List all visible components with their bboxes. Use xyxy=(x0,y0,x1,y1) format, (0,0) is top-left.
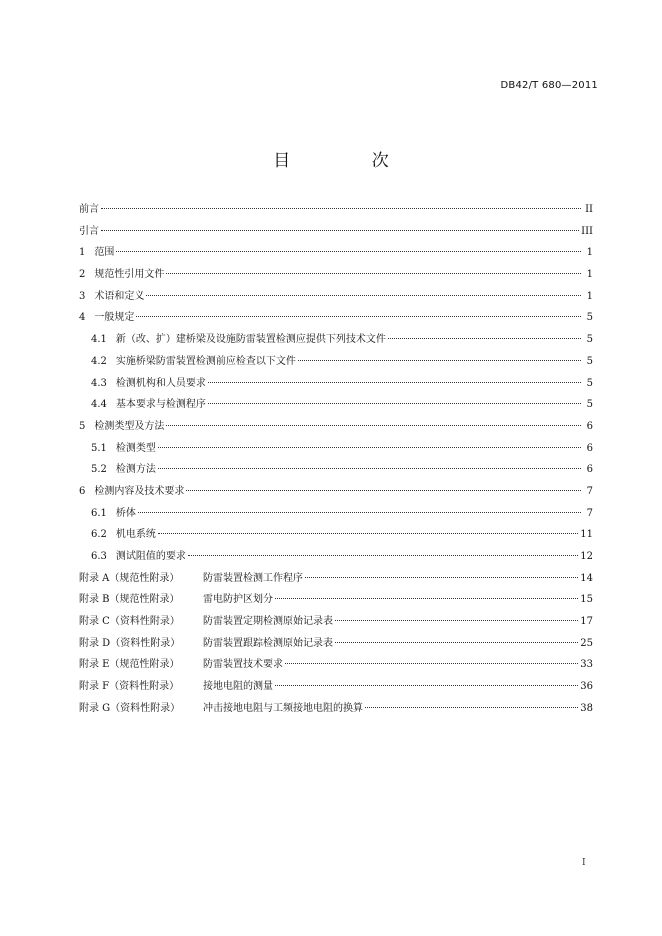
toc-entry-title: 防雷装置跟踪检测原始记录表 xyxy=(203,637,333,649)
toc-dot-leader xyxy=(158,532,578,534)
toc-entry-title: 防雷装置定期检测原始记录表 xyxy=(203,616,333,628)
toc-dot-leader xyxy=(335,641,578,643)
toc-page-number: 12 xyxy=(580,551,593,562)
toc-page-number: 7 xyxy=(586,507,593,519)
toc-entry[interactable] xyxy=(79,221,593,243)
toc-entry[interactable] xyxy=(79,351,593,373)
toc-entry-title: 前言 xyxy=(79,204,99,215)
toc-entry[interactable] xyxy=(79,546,593,568)
toc-entry-title: 规范性引用文件 xyxy=(94,269,165,281)
toc-entry-title: 检测方法 xyxy=(115,464,156,476)
toc-dot-leader xyxy=(166,272,581,274)
toc-section-number: 6 xyxy=(79,485,86,497)
toc-entry[interactable] xyxy=(79,307,593,329)
toc-page-number: 25 xyxy=(580,637,593,649)
toc-page-number: 33 xyxy=(580,659,593,671)
toc-dot-leader xyxy=(101,229,579,231)
toc-entry-title: 引言 xyxy=(79,225,99,237)
toc-entry[interactable] xyxy=(79,676,593,698)
toc-entry[interactable] xyxy=(79,481,593,503)
toc-entry[interactable] xyxy=(79,242,593,264)
toc-entry[interactable] xyxy=(79,416,593,438)
toc-dot-leader xyxy=(208,402,581,404)
toc-dot-leader xyxy=(146,294,581,296)
toc-page-number: 6 xyxy=(586,464,593,476)
toc-section-number: 2 xyxy=(79,269,86,281)
toc-section-number: 1 xyxy=(79,247,86,259)
toc-dot-leader xyxy=(186,489,581,491)
toc-section-number: 5.1 xyxy=(91,442,107,454)
toc-annex-label: 附录 B（规范性附录） xyxy=(79,594,180,606)
toc-dot-leader xyxy=(158,467,581,469)
toc-page-number: 17 xyxy=(580,616,593,628)
toc-dot-leader xyxy=(188,554,578,556)
toc-page-number: 7 xyxy=(586,485,593,497)
toc-entry-title: 检测内容及技术要求 xyxy=(94,485,185,497)
toc-page-number: 6 xyxy=(586,420,593,432)
toc-dot-leader xyxy=(116,250,581,252)
toc-entry[interactable] xyxy=(79,459,593,481)
toc-page-number: II xyxy=(585,204,593,215)
toc-section-number: 5.2 xyxy=(91,464,107,476)
toc-entry[interactable] xyxy=(79,654,593,676)
toc-entry-title: 新（改、扩）建桥梁及设施防雷装置检测应提供下列技术文件 xyxy=(115,334,386,346)
toc-entry[interactable] xyxy=(79,589,593,611)
toc-entry[interactable] xyxy=(79,373,593,395)
toc-page-number: 1 xyxy=(586,290,593,302)
toc-annex-label: 附录 D（资料性附录） xyxy=(79,637,181,649)
toc-section-number: 6.2 xyxy=(91,529,107,541)
toc-page-number: 5 xyxy=(586,334,593,346)
toc-page-number: 5 xyxy=(586,399,593,411)
toc-dot-leader xyxy=(388,337,581,339)
toc-section-number: 4.1 xyxy=(91,334,107,346)
toc-page-number: III xyxy=(581,225,593,237)
toc-entry-title: 检测机构和人员要求 xyxy=(115,377,206,389)
toc-section-number: 4.2 xyxy=(91,355,107,367)
toc-dot-leader xyxy=(166,424,581,426)
toc-entry[interactable] xyxy=(79,633,593,655)
toc-entry-title: 桥体 xyxy=(115,507,136,519)
toc-annex-label: 附录 G（资料性附录） xyxy=(79,702,181,714)
toc-dot-leader xyxy=(275,684,578,686)
toc-page-number: 1 xyxy=(586,269,593,281)
toc-entry-title: 冲击接地电阻与工频接地电阻的换算 xyxy=(203,702,363,714)
toc-annex-label: 附录 C（资料性附录） xyxy=(79,616,180,628)
toc-dot-leader xyxy=(208,381,581,383)
toc-page-number: 11 xyxy=(580,529,593,541)
page-number: I xyxy=(582,858,586,868)
toc-section-number: 6.3 xyxy=(91,551,107,562)
toc-entry[interactable] xyxy=(79,199,593,221)
toc-entry-title: 检测类型及方法 xyxy=(94,420,165,432)
toc-entry[interactable] xyxy=(79,394,593,416)
toc-page-number: 36 xyxy=(580,681,593,693)
toc-entry-title: 检测类型 xyxy=(115,442,156,454)
toc-page-number: 5 xyxy=(586,355,593,367)
toc-dot-leader xyxy=(365,706,578,708)
toc-dot-leader xyxy=(101,207,581,209)
toc-entry-title: 一般规定 xyxy=(94,312,135,324)
toc-entry[interactable] xyxy=(79,611,593,633)
table-of-contents xyxy=(79,199,593,720)
toc-entry[interactable] xyxy=(79,503,593,525)
toc-page-number: 14 xyxy=(580,572,593,584)
toc-entry[interactable] xyxy=(79,524,593,546)
toc-page-number: 6 xyxy=(586,442,593,454)
toc-dot-leader xyxy=(285,662,578,664)
toc-entry[interactable] xyxy=(79,568,593,590)
toc-annex-label: 附录 E（规范性附录） xyxy=(79,659,180,671)
toc-entry-title: 实施桥梁防雷装置检测前应检查以下文件 xyxy=(115,355,296,367)
toc-entry-title: 机电系统 xyxy=(115,529,156,541)
toc-entry-title: 范围 xyxy=(94,247,115,259)
toc-page-number: 5 xyxy=(586,312,593,324)
toc-section-number: 6.1 xyxy=(91,507,107,519)
page-title: 目 次 xyxy=(273,151,427,171)
toc-entry[interactable] xyxy=(79,264,593,286)
toc-page-number: 38 xyxy=(580,702,593,714)
toc-section-number: 5 xyxy=(79,420,86,432)
toc-dot-leader xyxy=(305,576,578,578)
document-id: DB42/T 680—2011 xyxy=(500,80,598,91)
toc-section-number: 3 xyxy=(79,290,86,302)
toc-annex-label: 附录 F（资料性附录） xyxy=(79,681,180,693)
toc-entry[interactable] xyxy=(79,438,593,460)
toc-section-number: 4 xyxy=(79,312,86,324)
toc-dot-leader xyxy=(138,511,581,513)
toc-dot-leader xyxy=(136,315,581,317)
toc-entry[interactable] xyxy=(79,698,593,720)
toc-page-number: 1 xyxy=(586,247,593,259)
toc-annex-label: 附录 A（规范性附录） xyxy=(79,572,180,584)
toc-entry-title: 术语和定义 xyxy=(94,290,145,302)
toc-entry-title: 基本要求与检测程序 xyxy=(115,399,206,411)
toc-entry-title: 接地电阻的测量 xyxy=(203,681,273,693)
toc-entry-title: 测试阻值的要求 xyxy=(115,551,186,562)
toc-section-number: 4.4 xyxy=(91,399,107,411)
toc-dot-leader xyxy=(275,597,578,599)
toc-dot-leader xyxy=(298,359,581,361)
toc-page-number: 5 xyxy=(586,377,593,389)
toc-entry-title: 防雷装置技术要求 xyxy=(203,659,283,671)
toc-dot-leader xyxy=(335,619,578,621)
toc-page-number: 15 xyxy=(580,594,593,606)
toc-dot-leader xyxy=(158,446,581,448)
toc-entry[interactable] xyxy=(79,286,593,308)
toc-entry-title: 防雷装置检测工作程序 xyxy=(203,572,303,584)
toc-entry-title: 雷电防护区划分 xyxy=(203,594,273,606)
toc-section-number: 4.3 xyxy=(91,377,107,389)
toc-entry[interactable] xyxy=(79,329,593,351)
